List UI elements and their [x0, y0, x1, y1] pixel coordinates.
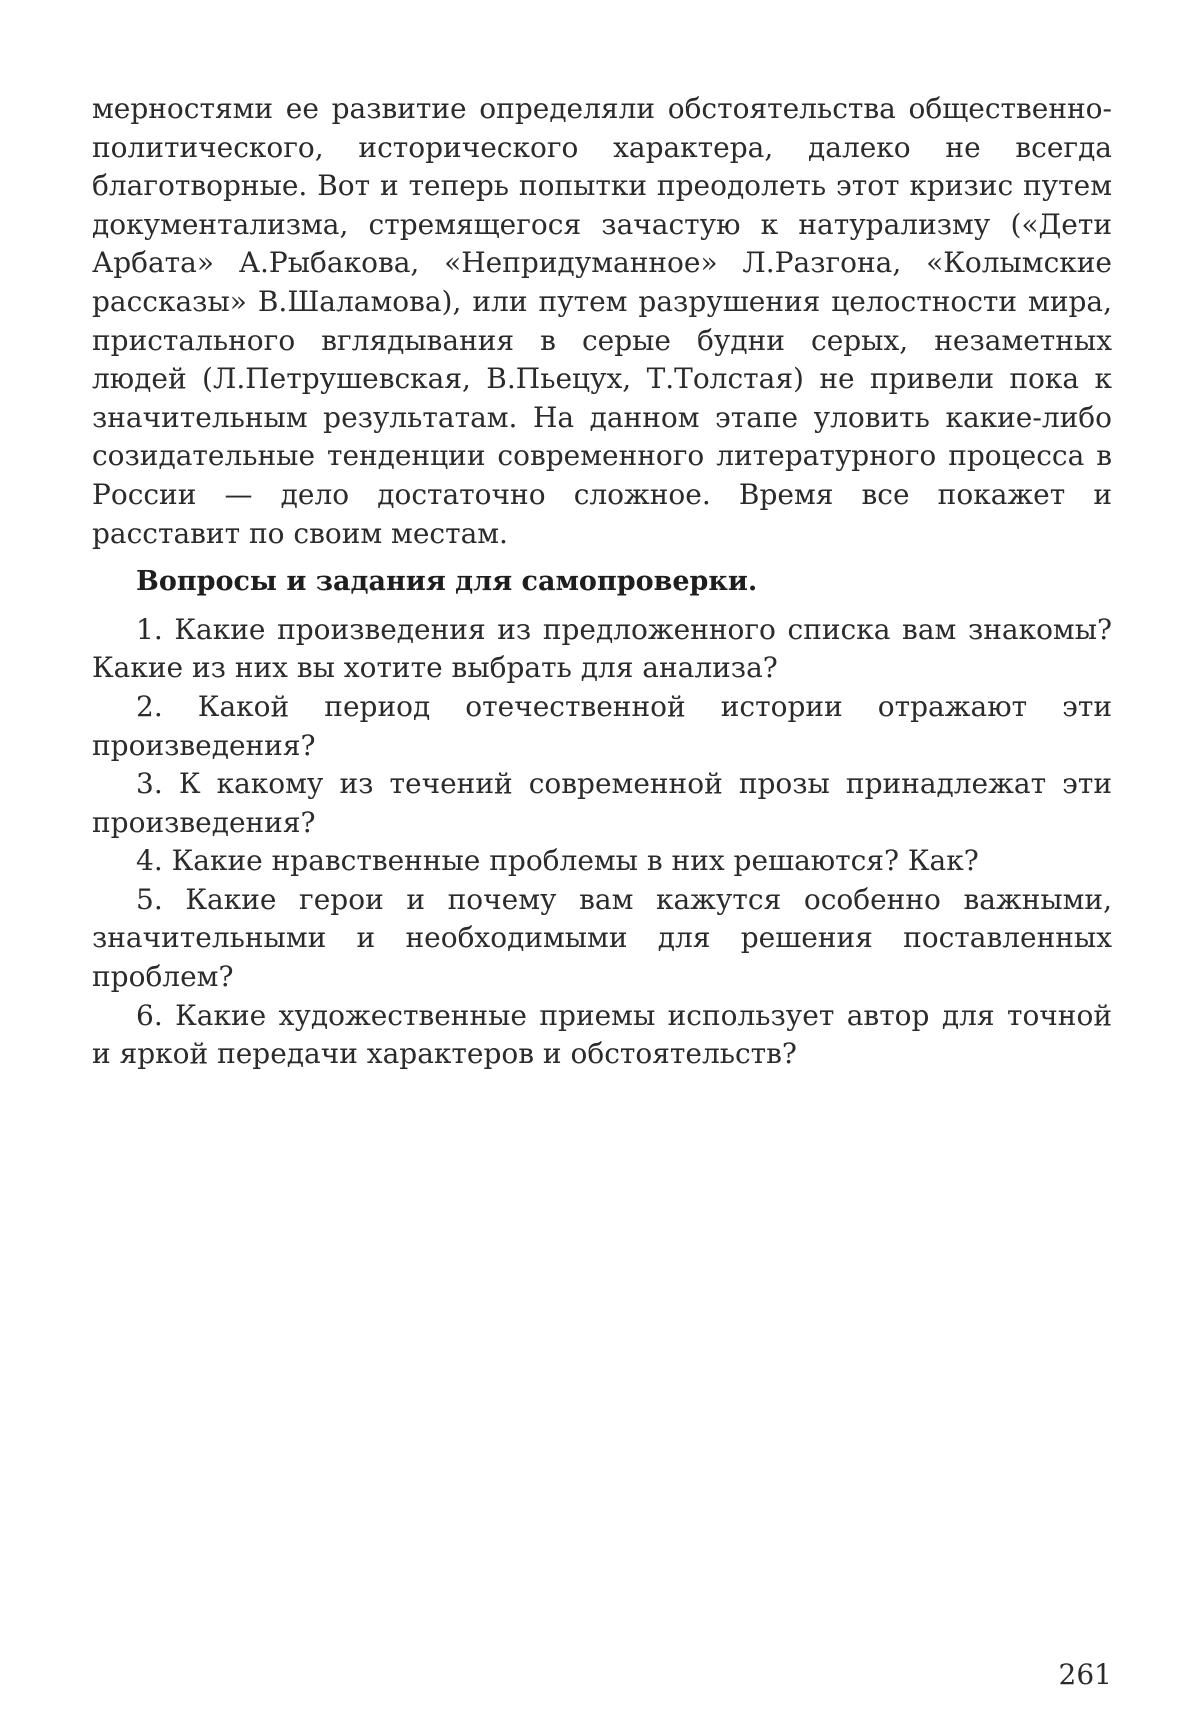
page-number: 261	[1058, 1658, 1112, 1691]
page-text	[92, 90, 1112, 1074]
question-item: 6. Какие художественные приемы использует автор для точной и яркой передачи характеров и обстоятельств?	[92, 998, 1112, 1071]
body-paragraph: мерностями ее развитие определяли обстоятельства общественно-политического, исторического характера, далеко не всегда благотворные. Вот и теперь попытки преодолеть этот кризис путем документализма, стремящегося зачастую к натурализму («Дети Арбата» А.Рыбакова, «Непридуманное» Л.Разгона, «Колымские рассказы» В.Шаламова), или путем разрушения целостности мира, пристального вглядывания в серые будни серых, незаметных людей (Л.Петрушевская, В.Пьецух, Т.Толстая) не привели пока к значительным результатам. На данном этапе уловить какие-либо созидательные тенденции современного литературного процесса в России — дело достаточно сложное. Время все покажет и расставит по своим местам.	[92, 92, 1112, 550]
question-item: 5. Какие герои и почему вам кажутся особенно важными, значительными и необходимыми для решения поставленных проблем?	[92, 882, 1112, 994]
questions-list	[92, 611, 1112, 1074]
questions-heading: Вопросы и задания для самопроверки.	[136, 566, 758, 598]
question-item: 1. Какие произведения из предложенного списка вам знакомы? Какие из них вы хотите выбрать для анализа?	[92, 612, 1112, 685]
question-item: 2. Какой период отечественной истории отражают эти произведения?	[92, 689, 1112, 762]
question-item: 4. Какие нравственные проблемы в них решаются? Как?	[136, 844, 979, 878]
question-item: 3. К какому из течений современной прозы принадлежат эти произведения?	[92, 767, 1112, 839]
